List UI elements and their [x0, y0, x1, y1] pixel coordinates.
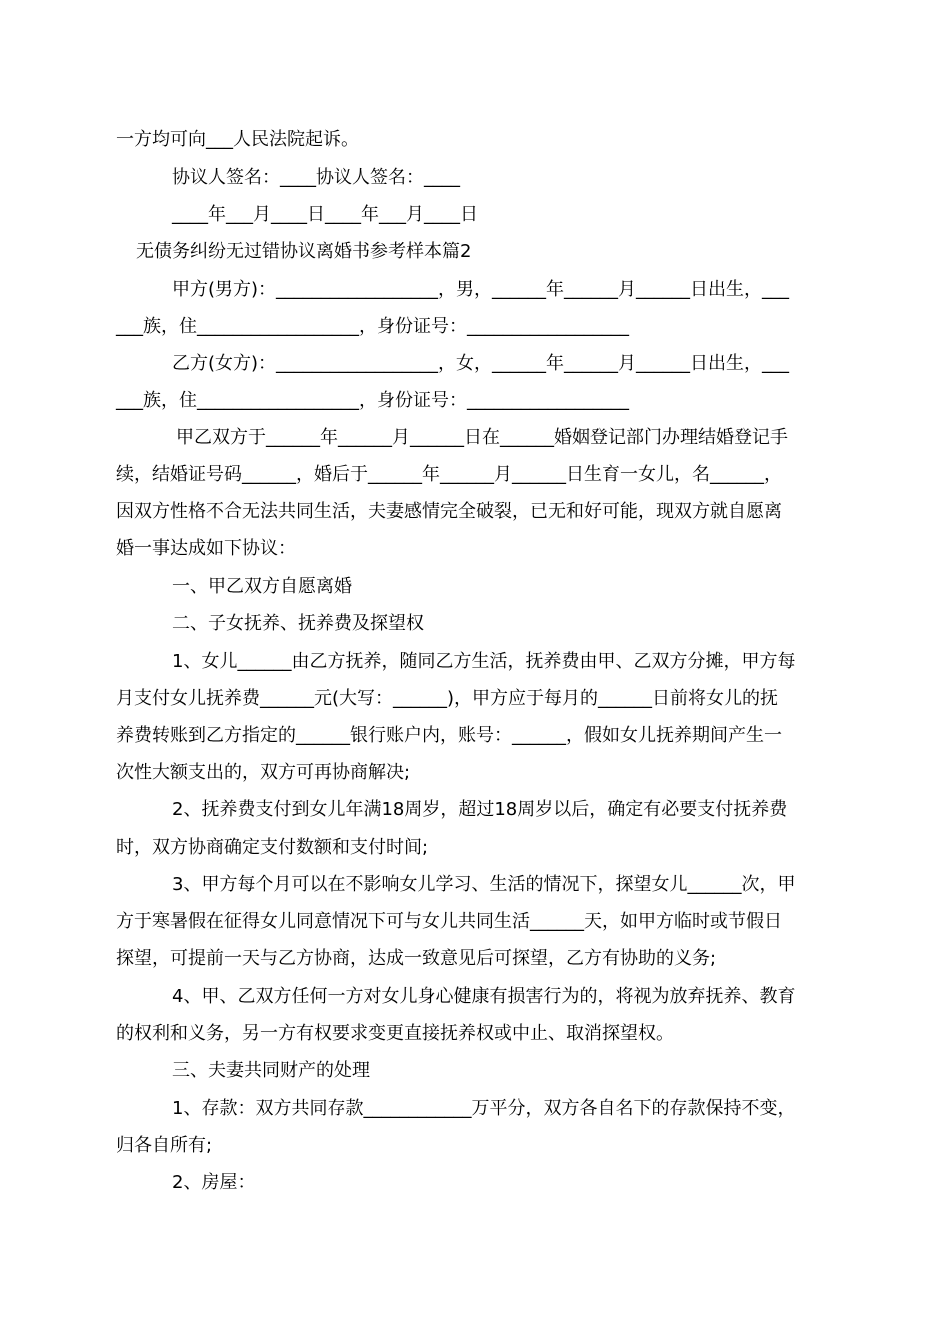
line-custody-2b: 时，双方协商确定支付数额和支付时间; — [116, 837, 429, 858]
line-marriage-3: 因双方性格不合无法共同生活，夫妻感情完全破裂，已无和好可能，现双方就自愿离 — [116, 501, 782, 522]
line-custody-3c: 探望，可提前一天与乙方协商，达成一致意见后可探望，乙方有协助的义务; — [116, 948, 717, 969]
line-custody-3a: 3、甲方每个月可以在不影响女儿学习、生活的情况下，探望女儿______次，甲 — [172, 874, 796, 895]
line-marriage-2: 续，结婚证号码______，婚后于______年______月______日生育一女儿，名______， — [116, 464, 782, 485]
line-signatures: 协议人签名：____协议人签名：____ — [172, 167, 460, 188]
line-party-b-cont: ___族，住__________________，身份证号：__________________ — [116, 390, 629, 411]
line-party-a-cont: ___族，住__________________，身份证号：__________________ — [116, 316, 629, 337]
line-custody-2a: 2、抚养费支付到女儿年满18周岁，超过18周岁以后，确定有必要支付抚养费 — [172, 799, 788, 820]
line-deposits-a: 1、存款：双方共同存款____________万平分，双方各自名下的存款保持不变， — [172, 1098, 796, 1119]
line-custody-4b: 的权利和义务，另一方有权要求变更直接抚养权或中止、取消探望权。 — [116, 1023, 674, 1044]
line-custody-1b: 月支付女儿抚养费______元(大写：______)，甲方应于每月的______日前将女儿的抚 — [116, 688, 779, 709]
heading-property: 三、夫妻共同财产的处理 — [172, 1060, 370, 1081]
line-deposits-b: 归各自所有; — [116, 1135, 213, 1156]
line-custody-1c: 养费转账到乙方指定的______银行账户内，账号：______，假如女儿抚养期间产生一 — [116, 725, 782, 746]
line-signature-dates: ____年___月____日____年___月____日 — [172, 204, 478, 225]
line-custody-1d: 次性大额支出的，双方可再协商解决; — [116, 762, 411, 783]
line-custody-3b: 方于寒暑假在征得女儿同意情况下可与女儿共同生活______天，如甲方临时或节假日 — [116, 911, 782, 932]
section-title: 无债务纠纷无过错协议离婚书参考样本篇2 — [136, 241, 472, 262]
line-custody-4a: 4、甲、乙双方任何一方对女儿身心健康有损害行为的，将视为放弃抚养、教育 — [172, 986, 796, 1007]
line-party-a: 甲方(男方)：__________________，男，______年______月______日出生，___ — [172, 279, 790, 300]
line-custody-1a: 1、女儿______由乙方抚养，随同乙方生活，抚养费由甲、乙双方分摊，甲方每 — [172, 651, 796, 672]
line-marriage-4: 婚一事达成如下协议： — [116, 538, 296, 559]
line-court-clause: 一方均可向___人民法院起诉。 — [116, 129, 359, 150]
heading-divorce: 一、甲乙双方自愿离婚 — [172, 576, 352, 597]
line-party-b: 乙方(女方)：__________________，女，______年______月______日出生，___ — [172, 353, 790, 374]
line-house: 2、房屋： — [172, 1172, 256, 1193]
heading-custody: 二、子女抚养、抚养费及探望权 — [172, 613, 424, 634]
line-marriage-1: 甲乙双方于______年______月______日在______婚姻登记部门办理结婚登记手 — [176, 427, 788, 448]
